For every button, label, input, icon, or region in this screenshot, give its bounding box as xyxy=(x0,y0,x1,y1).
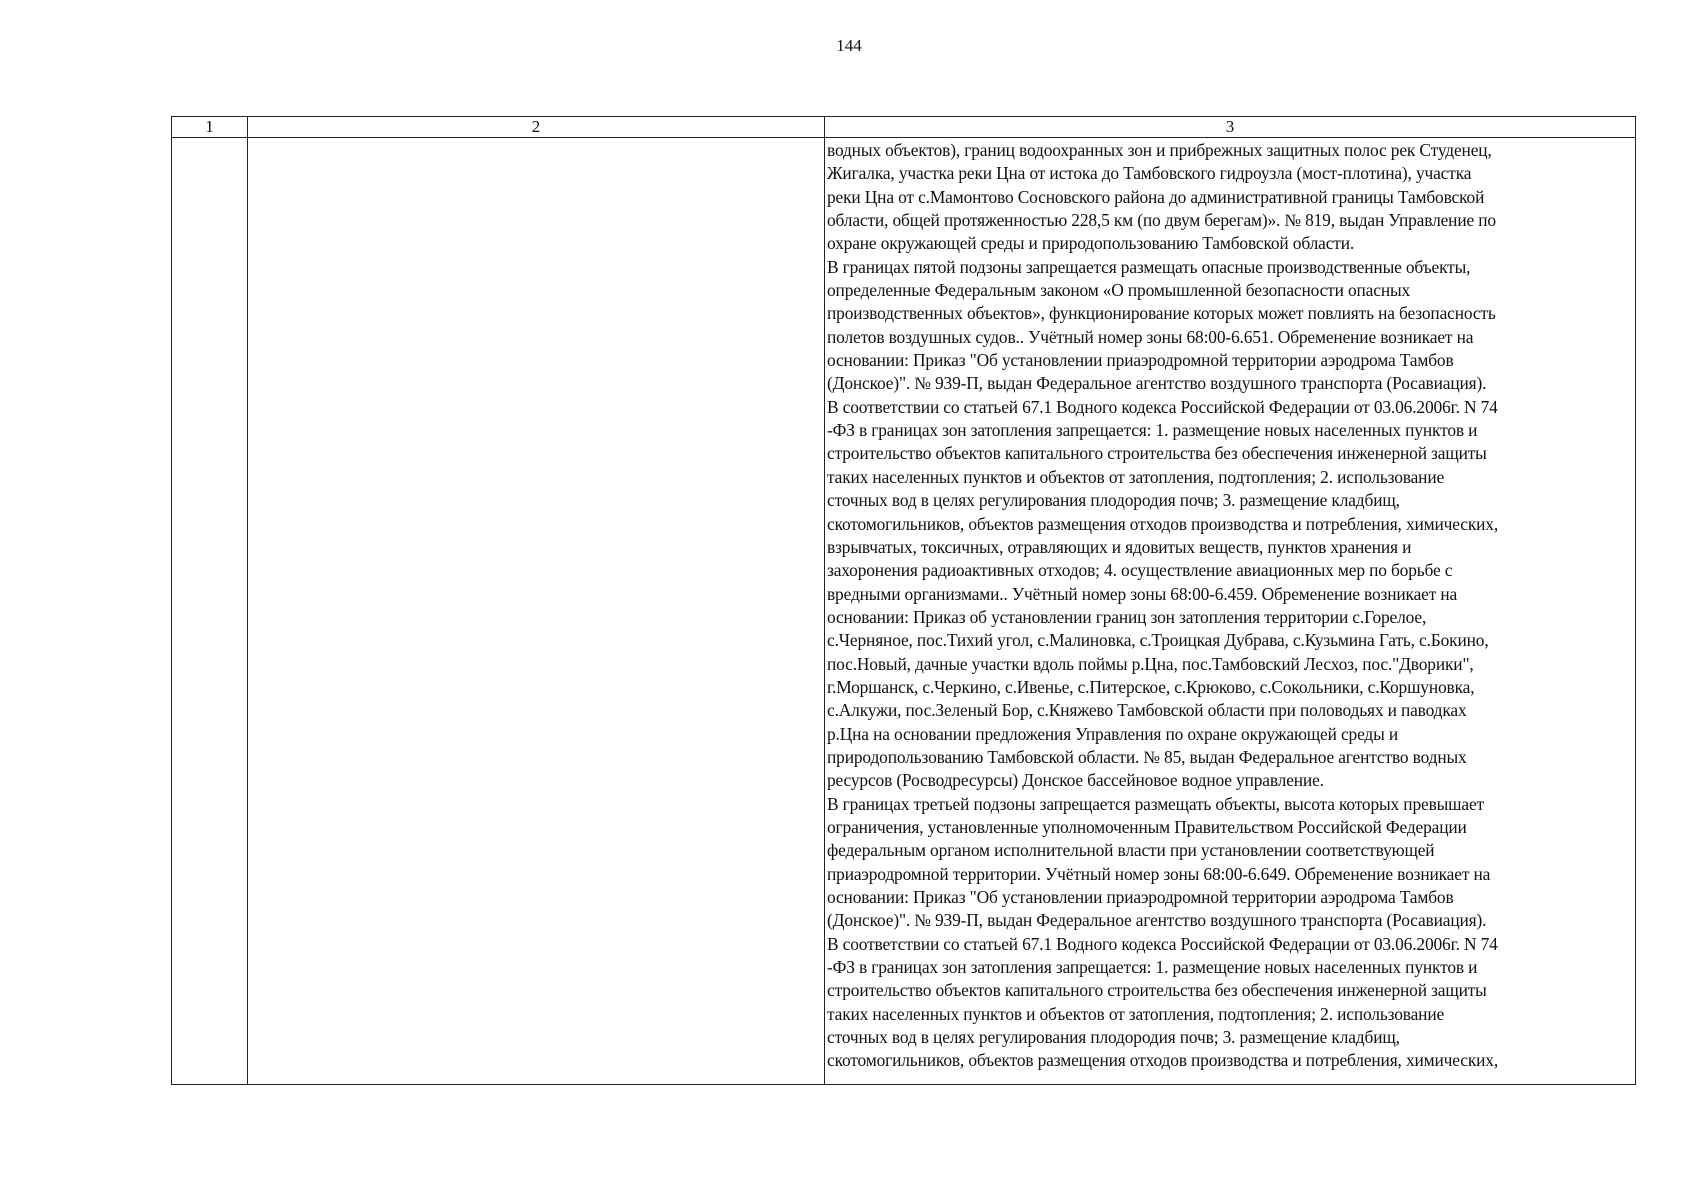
text-line: строительство объектов капитального строительства без обеспечения инженерной защиты xyxy=(827,443,1487,464)
text-line: скотомогильников, объектов размещения отходов производства и потребления, химических, xyxy=(827,513,1499,534)
text-line: пос.Новый, дачные участки вдоль поймы р.Цна, пос.Тамбовский Лесхоз, пос."Дворики", xyxy=(827,653,1474,674)
text-line: В границах пятой подзоны запрещается размещать опасные производственные объекты, xyxy=(827,256,1471,277)
text-line: захоронения радиоактивных отходов; 4. осуществление авиационных мер по борьбе с xyxy=(827,560,1453,581)
text-line: скотомогильников, объектов размещения отходов производства и потребления, химических, xyxy=(827,1050,1499,1071)
text-line: ресурсов (Росводресурсы) Донское бассейновое водное управление. xyxy=(827,770,1324,791)
table-row xyxy=(172,138,1636,1085)
text-line: таких населенных пунктов и объектов от затопления, подтопления; 2. использование xyxy=(827,466,1445,487)
text-line: с.Черняное, пос.Тихий угол, с.Малиновка, с.Троицкая Дубрава, с.Кузьмина Гать, с.Бокино, xyxy=(827,630,1489,651)
text-line: определенные Федеральным законом «О промышленной безопасности опасных xyxy=(827,280,1411,301)
text-line: вредными организмами.. Учётный номер зоны 68:00-6.459. Обременение возникает на xyxy=(827,583,1458,604)
column-header-3: 3 xyxy=(825,117,1636,138)
column-header-1: 1 xyxy=(172,117,248,138)
text-line: приаэродромной территории. Учётный номер зоны 68:00-6.649. Обременение возникает на xyxy=(827,863,1491,884)
text-line: федеральным органом исполнительной власти при установлении соответствующей xyxy=(827,840,1435,861)
text-line: основании: Приказ об установлении границ зон затопления территории с.Горелое, xyxy=(827,606,1427,627)
text-line: взрывчатых, токсичных, отравляющих и ядовитых веществ, пунктов хранения и xyxy=(827,536,1412,557)
table-header-row xyxy=(172,117,1636,138)
text-line: ограничения, установленные уполномоченным Правительством Российской Федерации xyxy=(827,816,1467,837)
text-line: (Донское)". № 939-П, выдан Федеральное агентство воздушного транспорта (Росавиация). xyxy=(827,373,1487,394)
text-line: природопользованию Тамбовской области. № 85, выдан Федеральное агентство водных xyxy=(827,746,1467,767)
page-number: 144 xyxy=(836,36,862,55)
text-line: В соответствии со статьей 67.1 Водного кодекса Российской Федерации от 03.06.2006г. N 74 xyxy=(827,933,1498,954)
text-line: сточных вод в целях регулирования плодородия почв; 3. размещение кладбищ, xyxy=(827,1027,1400,1048)
cell-column-1 xyxy=(172,138,248,1085)
text-line: с.Алкужи, пос.Зеленый Бор, с.Княжево Тамбовской области при половодьях и паводках xyxy=(827,700,1467,721)
cell-column-3-text xyxy=(825,138,1635,1073)
text-line: Жигалка, участка реки Цна от истока до Тамбовского гидроузла (мост-плотина), участка xyxy=(827,163,1472,184)
text-line: основании: Приказ "Об установлении приаэродромной территории аэродрома Тамбов xyxy=(827,350,1454,371)
text-line: -ФЗ в границах зон затопления запрещается: 1. размещение новых населенных пунктов и xyxy=(827,957,1478,978)
text-line: р.Цна на основании предложения Управления по охране окружающей среды и xyxy=(827,723,1399,744)
text-line: В границах третьей подзоны запрещается размещать объекты, высота которых превышает xyxy=(827,793,1485,814)
text-line: полетов воздушных судов.. Учётный номер зоны 68:00-6.651. Обременение возникает на xyxy=(827,326,1474,347)
text-line: реки Цна от с.Мамонтово Сосновского района до административной границы Тамбовской xyxy=(827,186,1485,207)
column-header-2: 2 xyxy=(248,117,825,138)
text-line: сточных вод в целях регулирования плодородия почв; 3. размещение кладбищ, xyxy=(827,490,1400,511)
text-line: (Донское)". № 939-П, выдан Федеральное агентство воздушного транспорта (Росавиация). xyxy=(827,910,1487,931)
text-line: основании: Приказ "Об установлении приаэродромной территории аэродрома Тамбов xyxy=(827,887,1454,907)
text-line: производственных объектов», функционирование которых может повлиять на безопасность xyxy=(827,303,1496,324)
text-line: области, общей протяженностью 228,5 км (по двум берегам)». № 819, выдан Управление по xyxy=(827,210,1496,231)
text-line: В соответствии со статьей 67.1 Водного кодекса Российской Федерации от 03.06.2006г. N 74 xyxy=(827,396,1498,417)
text-line: водных объектов), границ водоохранных зон и прибрежных защитных полос рек Студенец, xyxy=(827,140,1492,160)
text-line: таких населенных пунктов и объектов от затопления, подтопления; 2. использование xyxy=(827,1003,1445,1024)
text-line: строительство объектов капитального строительства без обеспечения инженерной защиты xyxy=(827,980,1487,1001)
text-line: -ФЗ в границах зон затопления запрещается: 1. размещение новых населенных пунктов и xyxy=(827,420,1478,441)
cell-column-3 xyxy=(825,138,1636,1085)
text-line: г.Моршанск, с.Черкино, с.Ивенье, с.Питерское, с.Крюково, с.Сокольники, с.Коршуновка, xyxy=(827,676,1475,697)
document-table xyxy=(171,116,1636,1085)
text-line: охране окружающей среды и природопользованию Тамбовской области. xyxy=(827,233,1355,254)
cell-column-2 xyxy=(248,138,825,1085)
